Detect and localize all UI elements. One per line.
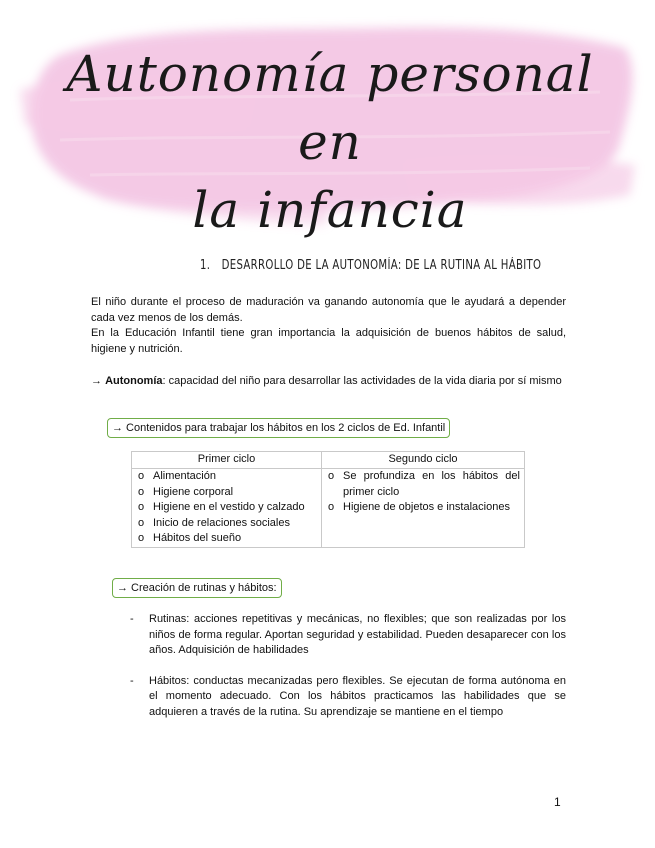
list-item: o Alimentación: [136, 469, 317, 485]
title-line-1: Autonomía personal en: [66, 45, 594, 171]
paragraph-maduracion: El niño durante el proceso de maduración va ganando autonomía que le ayudará a depender cada vez menos de los demás.: [91, 296, 566, 324]
list-item: o Hábitos del sueño: [136, 531, 317, 547]
list-item: o Inicio de relaciones sociales: [136, 516, 317, 532]
title-line-2: la infancia: [192, 181, 468, 239]
cycles-table: [131, 451, 525, 548]
paragraph-educacion-infantil: En la Educación Infantil tiene gran importancia la adquisición de buenos hábitos de salud, higiene y nutrición.: [91, 327, 566, 355]
primer-ciclo-cell: [132, 469, 322, 548]
rutinas-habitos-list: [130, 612, 566, 735]
creacion-box: → Creación de rutinas y hábitos:: [112, 578, 282, 598]
table-row: [132, 469, 525, 548]
segundo-ciclo-list: [326, 469, 520, 516]
list-item: o Higiene en el vestido y calzado: [136, 500, 317, 516]
title-banner: [0, 0, 655, 240]
autonomia-term: Autonomía: [105, 375, 163, 387]
header-segundo-ciclo: Segundo ciclo: [322, 452, 525, 469]
list-item: o Se profundiza en los hábitos del primer ciclo: [326, 469, 520, 500]
arrow-icon: →: [91, 375, 102, 387]
list-item-habitos: - Hábitos: conductas mecanizadas pero flexibles. Se ejecutan de forma autónoma en el momento adecuado. Con los hábitos practicamos las habilidades que se adquieren a través de la rutina. Su aprendizaje se mantiene en el tiempo: [130, 674, 566, 721]
table-header-row: [132, 452, 525, 469]
list-item: o Higiene corporal: [136, 485, 317, 501]
autonomia-definition: [91, 374, 566, 390]
section-number: 1.: [200, 258, 211, 273]
segundo-ciclo-cell: [322, 469, 525, 548]
list-item: o Higiene de objetos e instalaciones: [326, 500, 520, 516]
page-title: [60, 40, 600, 244]
autonomia-definition-text: : capacidad del niño para desarrollar las actividades de la vida diaria por sí mismo: [162, 375, 562, 387]
header-primer-ciclo: Primer ciclo: [132, 452, 322, 469]
contenidos-box: → Contenidos para trabajar los hábitos en los 2 ciclos de Ed. Infantil: [107, 418, 450, 438]
primer-ciclo-list: [136, 469, 317, 547]
list-item-rutinas: - Rutinas: acciones repetitivas y mecánicas, no flexibles; que son realizadas por los niños de forma regular. Aportan seguridad y estabilidad. Pueden desaparecer con los años. Adquisición de habilidades: [130, 612, 566, 659]
section-heading-text: DESARROLLO DE LA AUTONOMÍA: DE LA RUTINA AL HÁBITO: [221, 258, 542, 273]
section-heading: [200, 258, 542, 273]
page-number: 1: [554, 795, 561, 809]
